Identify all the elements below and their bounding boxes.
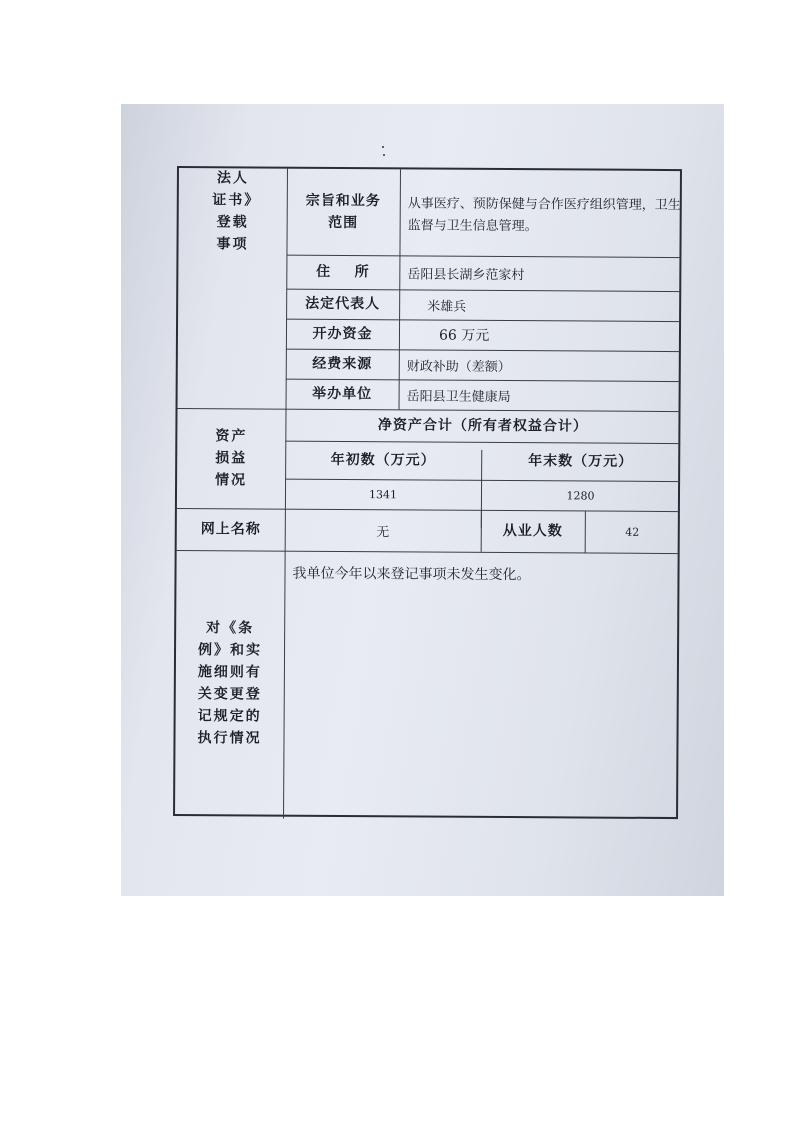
registration-section-label: 法人证书》登载事项 [212, 170, 254, 253]
begin-year-value: 1341 [368, 487, 398, 501]
capital-value: 66 万元 [438, 327, 490, 344]
online-name-label: 网上名称 [200, 521, 261, 538]
purpose-label: 宗旨和业务范围 [305, 192, 381, 232]
registration-table [173, 166, 682, 819]
document-photo [121, 104, 724, 896]
capital-label: 开办资金 [312, 325, 373, 343]
legal-rep-label: 法定代表人 [305, 295, 381, 313]
begin-year-label: 年初数（万元） [330, 451, 436, 469]
funding-label: 经费来源 [312, 355, 373, 373]
residence-label: 住 所 [316, 263, 370, 281]
funding-value: 财政补助（差额） [406, 358, 511, 375]
sponsor-label: 举办单位 [312, 385, 373, 403]
speck [382, 146, 384, 148]
end-year-value: 1280 [566, 488, 595, 503]
assets-section-label: 资产损益情况 [215, 428, 248, 489]
purpose-value: 从事医疗、预防保健与合作医疗组织管理，卫生监督与卫生信息管理。 [407, 196, 681, 235]
residence-value: 岳阳县长湖乡范家村 [407, 266, 525, 283]
sponsor-value: 岳阳县卫生健康局 [406, 388, 511, 405]
execution-value: 我单位今年以来登记事项未发生变化。 [292, 565, 531, 584]
speck [383, 154, 385, 156]
staff-count-label: 从业人数 [502, 522, 563, 540]
legal-rep-value: 米雄兵 [427, 299, 467, 315]
staff-count-value: 42 [625, 525, 640, 539]
end-year-label: 年末数（万元） [528, 453, 634, 470]
net-assets-header: 净资产合计（所有者权益合计） [377, 417, 588, 435]
online-name-value: 无 [376, 524, 390, 540]
execution-section-label: 对《条例》和实施细则有关变更登记规定的执行情况 [197, 620, 263, 747]
